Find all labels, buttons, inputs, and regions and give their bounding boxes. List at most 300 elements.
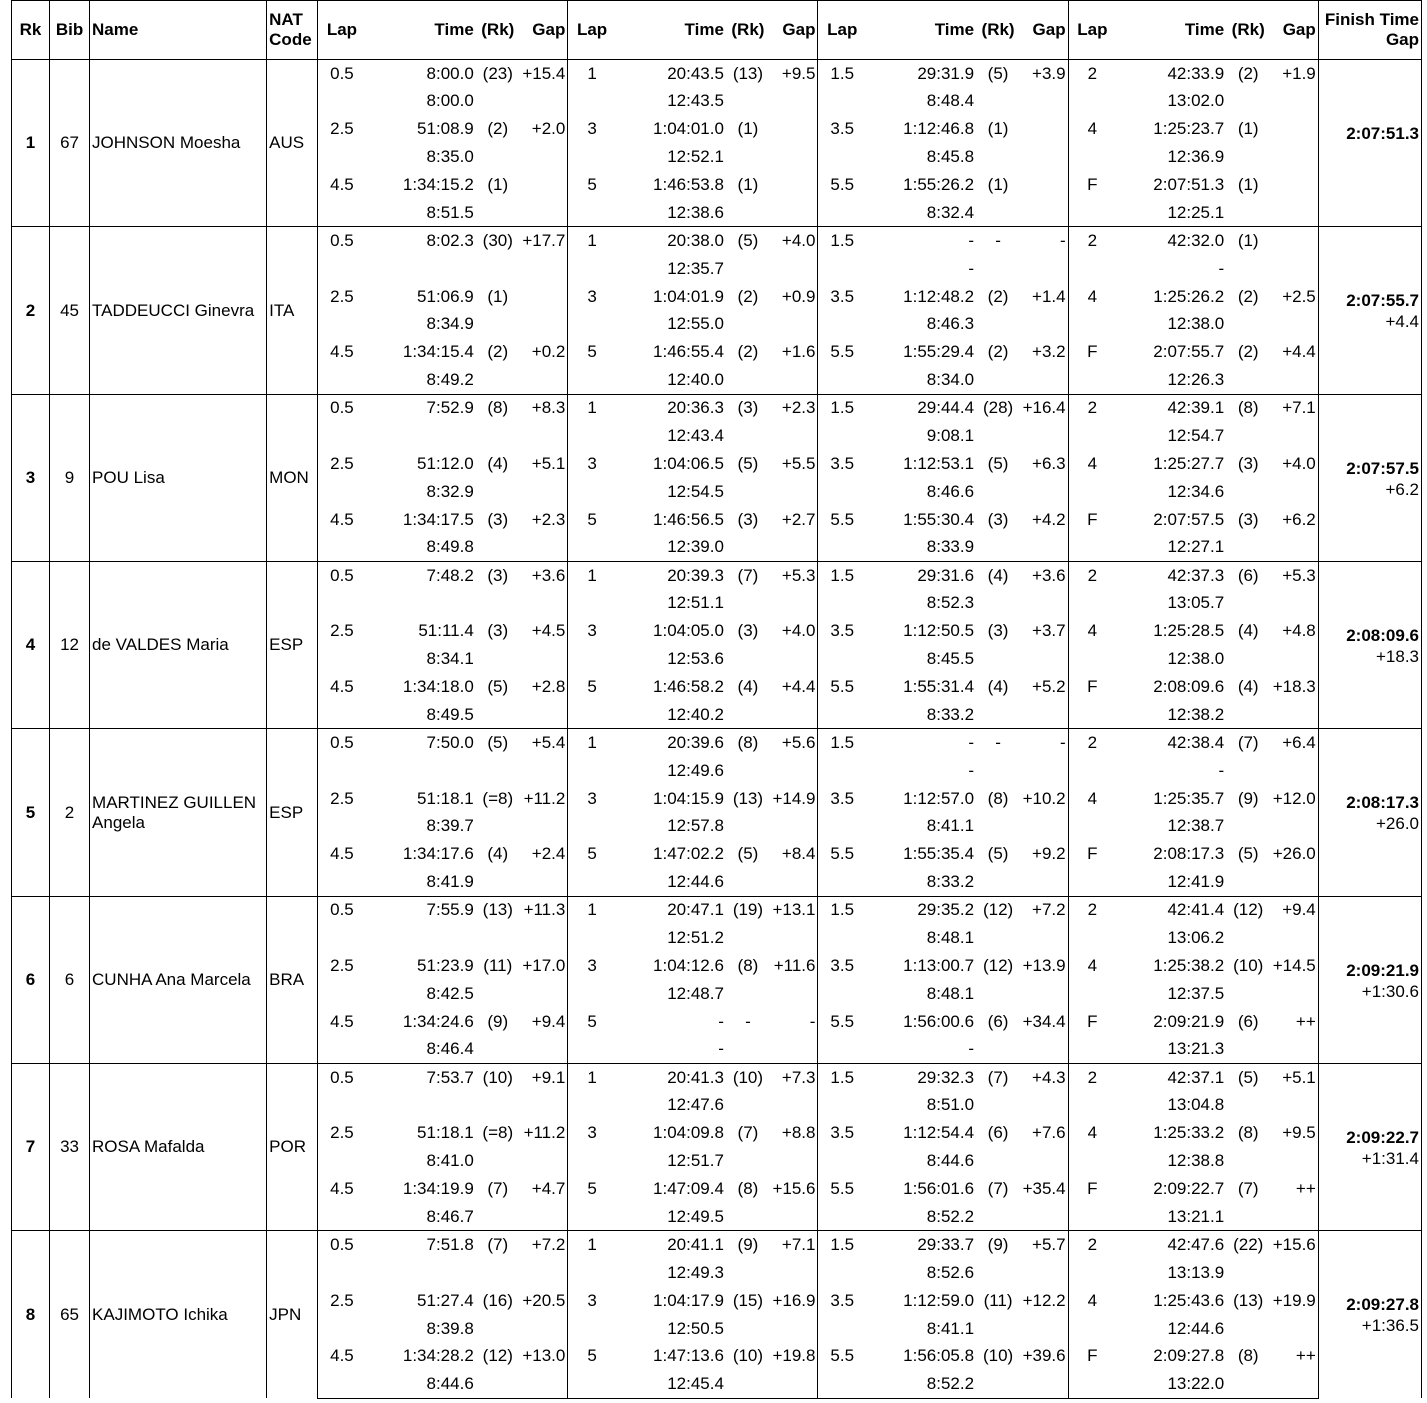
lap-time: 8:32.4 xyxy=(926,202,975,222)
split-gap-empty xyxy=(520,1036,568,1064)
split-rank-empty xyxy=(1226,1370,1270,1398)
split-rank-empty xyxy=(1226,868,1270,896)
split-lap-empty xyxy=(1068,1036,1116,1064)
split-gap-empty xyxy=(1020,366,1068,394)
rank-cell: 1 xyxy=(12,60,50,227)
split-lap-empty xyxy=(568,701,616,729)
split-gap xyxy=(1270,227,1318,255)
split-lap: 5.5 xyxy=(818,840,866,868)
split-lap: 5 xyxy=(568,1008,616,1036)
split-lap-empty xyxy=(318,311,366,339)
lap-time: 8:34.9 xyxy=(426,314,474,334)
lap-time: 13:06.2 xyxy=(1167,928,1225,948)
split-time: 51:23.9 xyxy=(417,955,474,975)
rank-cell: 7 xyxy=(12,1064,50,1231)
split-lap: 4.5 xyxy=(318,1008,366,1036)
split-gap: +4.5 xyxy=(531,621,566,641)
split-lap-empty xyxy=(1068,199,1116,227)
split-rank-empty xyxy=(976,980,1020,1008)
header-gap: Gap xyxy=(1270,1,1318,60)
split-lap: 0.5 xyxy=(318,896,366,924)
split-rank: (2) xyxy=(1237,342,1259,362)
lap-time: 12:48.7 xyxy=(667,983,724,1003)
split-rank: (3) xyxy=(487,509,509,529)
split-rank-empty xyxy=(1226,87,1270,115)
split-lap: 1.5 xyxy=(818,562,866,590)
split-time: 2:09:21.9 xyxy=(1153,1011,1225,1031)
split-rank: (19) xyxy=(726,896,770,924)
split-gap-empty xyxy=(770,87,818,115)
split-rank-empty xyxy=(976,813,1020,841)
split-gap xyxy=(1270,115,1318,143)
lap-time xyxy=(366,924,476,952)
split-gap: +2.0 xyxy=(531,119,566,139)
split-rank-empty xyxy=(726,1259,770,1287)
split-lap: 2 xyxy=(1068,1064,1116,1092)
split-time: 1:56:00.6 xyxy=(903,1011,975,1031)
split-lap: 3.5 xyxy=(818,283,866,311)
lap-time: 8:45.8 xyxy=(926,147,975,167)
split-rank: (2) xyxy=(1226,60,1270,88)
split-rank: (8) xyxy=(1237,1123,1259,1143)
split-rank-empty xyxy=(726,757,770,785)
split-time: 1:13:00.7 xyxy=(903,955,975,975)
split-lap-empty xyxy=(568,980,616,1008)
split-gap: +3.9 xyxy=(1020,60,1068,88)
split-gap-empty xyxy=(770,868,818,896)
split-lap: 4 xyxy=(1068,1119,1116,1147)
split-rank: (7) xyxy=(737,1123,759,1143)
split-rank: (3) xyxy=(987,621,1009,641)
split-rank: (2) xyxy=(987,342,1009,362)
finish-time: 2:07:51.3 xyxy=(1346,124,1419,143)
split-gap-empty xyxy=(1020,980,1068,1008)
split-lap: 5.5 xyxy=(818,338,866,366)
split-time: 1:55:30.4 xyxy=(903,509,975,529)
split-rank: (5) xyxy=(726,227,770,255)
split-gap: +34.4 xyxy=(1022,1011,1066,1031)
split-gap-empty xyxy=(1270,422,1318,450)
athlete-name: CUNHA Ana Marcela xyxy=(90,896,267,1063)
split-gap: +6.2 xyxy=(1282,509,1316,529)
split-gap-empty xyxy=(520,1203,568,1231)
split-rank-empty xyxy=(976,422,1020,450)
split-gap-empty xyxy=(1020,255,1068,283)
split-gap-empty xyxy=(1270,813,1318,841)
split-gap: +1.4 xyxy=(1032,286,1066,306)
split-rank: (3) xyxy=(987,509,1009,529)
lap-time: 12:43.4 xyxy=(667,426,724,446)
split-gap: +19.9 xyxy=(1272,1290,1316,1310)
lap-time: 8:44.6 xyxy=(366,1370,476,1398)
split-rank-empty xyxy=(726,199,770,227)
split-gap: +7.2 xyxy=(520,1231,568,1259)
split-rank: (2) xyxy=(987,286,1009,306)
split-rank-empty xyxy=(476,813,520,841)
split-lap-empty xyxy=(818,478,866,506)
split-gap-empty xyxy=(1020,868,1068,896)
split-lap: 3 xyxy=(568,1119,616,1147)
split-time: 1:46:56.5 xyxy=(653,509,724,529)
lap-time: 8:41.9 xyxy=(426,872,474,892)
split-lap-empty xyxy=(318,255,366,283)
split-lap: 4.5 xyxy=(318,338,366,366)
split-lap: 2 xyxy=(1068,394,1116,422)
split-lap: 2 xyxy=(1068,896,1116,924)
lap-time: 13:02.0 xyxy=(1167,91,1225,111)
split-time: 20:38.0 xyxy=(616,227,726,255)
split-rank: (8) xyxy=(737,955,759,975)
split-lap: 2.5 xyxy=(318,952,366,980)
split-rank: (11) xyxy=(483,955,513,975)
split-time: 1:34:15.4 xyxy=(402,342,474,362)
split-lap-empty xyxy=(318,1036,366,1064)
lap-time xyxy=(366,757,476,785)
bib-cell: 2 xyxy=(50,729,90,896)
split-lap: 5 xyxy=(568,338,616,366)
split-time: 42:37.3 xyxy=(1116,562,1226,590)
split-time: 2:09:27.8 xyxy=(1153,1346,1225,1366)
nat-code: JPN xyxy=(267,1231,318,1398)
split-lap: 4 xyxy=(1068,952,1116,980)
split-lap: 3 xyxy=(568,617,616,645)
split-lap-empty xyxy=(568,422,616,450)
split-gap-empty xyxy=(520,1259,568,1287)
split-rank: (5) xyxy=(987,844,1009,864)
split-gap: +6.3 xyxy=(1032,453,1066,473)
split-gap-empty xyxy=(520,143,568,171)
split-lap-empty xyxy=(568,1370,616,1398)
lap-time: 8:33.2 xyxy=(926,872,975,892)
split-time: 42:33.9 xyxy=(1116,60,1226,88)
split-gap-empty xyxy=(1020,1370,1068,1398)
split-rank-empty xyxy=(976,366,1020,394)
split-time: 1:56:01.6 xyxy=(903,1179,975,1199)
split-gap-empty xyxy=(1270,366,1318,394)
split-lap-empty xyxy=(1068,255,1116,283)
split-rank: - xyxy=(976,729,1020,757)
split-gap: +3.7 xyxy=(1032,621,1066,641)
split-rank-empty xyxy=(1226,813,1270,841)
header-time: Time xyxy=(366,1,476,60)
split-gap: +20.5 xyxy=(522,1290,566,1310)
split-lap: 4 xyxy=(1068,283,1116,311)
split-rank: (2) xyxy=(737,342,759,362)
split-lap: 1.5 xyxy=(818,1231,866,1259)
nat-code: POR xyxy=(267,1064,318,1231)
split-lap-empty xyxy=(318,143,366,171)
finish-gap: +26.0 xyxy=(1375,814,1419,834)
split-rank: (5) xyxy=(976,60,1020,88)
split-gap: +5.4 xyxy=(520,729,568,757)
split-lap: 4.5 xyxy=(318,673,366,701)
split-gap: +8.4 xyxy=(781,844,816,864)
split-gap: +4.2 xyxy=(1032,509,1066,529)
split-lap: F xyxy=(1068,171,1116,199)
split-rank: (3) xyxy=(476,562,520,590)
split-rank-empty xyxy=(476,366,520,394)
split-gap: +7.1 xyxy=(1270,394,1318,422)
split-gap: +2.3 xyxy=(531,509,566,529)
split-lap: 3.5 xyxy=(818,1119,866,1147)
split-rank-empty xyxy=(976,1259,1020,1287)
split-rank-empty xyxy=(476,1036,520,1064)
split-time: 1:04:01.0 xyxy=(653,119,724,139)
lap-time: 8:46.4 xyxy=(426,1039,474,1059)
split-lap: 4 xyxy=(1068,450,1116,478)
split-rank: (6) xyxy=(987,1011,1009,1031)
split-time: 1:04:15.9 xyxy=(653,788,724,808)
split-lap: 5 xyxy=(568,171,616,199)
split-lap: 2 xyxy=(1068,227,1116,255)
header-finish-line2: Gap xyxy=(1385,30,1419,49)
lap-time: 12:38.2 xyxy=(1167,704,1225,724)
lap-time: 12:38.7 xyxy=(1167,816,1225,836)
split-rank-empty xyxy=(726,813,770,841)
lap-time: - xyxy=(718,1039,724,1059)
header-lap: Lap xyxy=(818,1,866,60)
split-lap-empty xyxy=(1068,1370,1116,1398)
bib-cell: 45 xyxy=(50,227,90,394)
split-gap-empty xyxy=(520,1091,568,1119)
split-gap: +26.0 xyxy=(1272,844,1316,864)
nat-code: ESP xyxy=(267,729,318,896)
split-lap-empty xyxy=(818,868,866,896)
split-lap: 1.5 xyxy=(818,1064,866,1092)
split-rank-empty xyxy=(476,422,520,450)
split-time: 51:18.1 xyxy=(417,788,474,808)
split-lap: 5 xyxy=(568,1342,616,1370)
split-rank: (1) xyxy=(487,286,509,306)
lap-time xyxy=(366,422,476,450)
split-rank-empty xyxy=(1226,1036,1270,1064)
split-gap: +7.2 xyxy=(1020,896,1068,924)
split-time: 1:12:46.8 xyxy=(903,119,975,139)
split-lap: 5 xyxy=(568,506,616,534)
split-gap-empty xyxy=(1270,311,1318,339)
header-gap: Gap xyxy=(520,1,568,60)
split-gap-empty xyxy=(1270,1091,1318,1119)
split-rank-empty xyxy=(1226,199,1270,227)
finish-cell xyxy=(1318,562,1421,729)
split-gap-empty xyxy=(1270,645,1318,673)
finish-time: 2:07:55.7 xyxy=(1346,291,1419,311)
split-gap: +9.5 xyxy=(770,60,818,88)
split-rank-empty xyxy=(1226,143,1270,171)
split-rank-empty xyxy=(1226,980,1270,1008)
lap-time: 8:52.2 xyxy=(866,1370,976,1398)
split-rank: (1) xyxy=(987,119,1009,139)
split-lap: 2.5 xyxy=(318,450,366,478)
split-gap-empty xyxy=(770,366,818,394)
lap-time: 13:21.1 xyxy=(1167,1206,1225,1226)
split-gap-empty xyxy=(1020,1091,1068,1119)
split-gap: +4.3 xyxy=(1020,1064,1068,1092)
split-gap: +7.1 xyxy=(770,1231,818,1259)
split-gap-empty xyxy=(1020,1147,1068,1175)
split-rank-empty xyxy=(1226,701,1270,729)
split-rank: (10) xyxy=(726,1064,770,1092)
split-gap-empty xyxy=(1270,868,1318,896)
split-time: 51:27.4 xyxy=(417,1290,474,1310)
finish-time: 2:08:09.6 xyxy=(1346,626,1419,646)
split-gap-empty xyxy=(1270,1147,1318,1175)
split-gap-empty xyxy=(1270,1370,1318,1398)
split-lap-empty xyxy=(1068,980,1116,1008)
split-lap-empty xyxy=(1068,366,1116,394)
athlete-name: ROSA Mafalda xyxy=(90,1064,267,1231)
split-time: 7:51.8 xyxy=(366,1231,476,1259)
split-rank: (9) xyxy=(726,1231,770,1259)
lap-time: 12:38.0 xyxy=(1167,314,1225,334)
split-gap: +4.8 xyxy=(1282,621,1316,641)
finish-time: 2:09:21.9 xyxy=(1346,960,1419,980)
lap-time: 8:44.6 xyxy=(926,1151,975,1171)
split-rank: (13) xyxy=(732,788,764,808)
split-time: 20:39.3 xyxy=(616,562,726,590)
lap-time: 12:52.1 xyxy=(667,147,724,167)
header-rk: Rk xyxy=(12,1,50,60)
split-lap-empty xyxy=(318,534,366,562)
lap-time: - xyxy=(968,1039,975,1059)
split-gap-empty xyxy=(520,1147,568,1175)
split-lap-empty xyxy=(818,645,866,673)
lap-time: 12:43.5 xyxy=(667,91,724,111)
rank-cell: 2 xyxy=(12,227,50,394)
split-time: 1:04:12.6 xyxy=(653,955,724,975)
lap-time xyxy=(366,589,476,617)
split-time: 1:34:18.0 xyxy=(402,677,474,697)
split-time: 2:08:09.6 xyxy=(1153,677,1225,697)
split-gap-empty xyxy=(770,311,818,339)
split-gap: +5.2 xyxy=(1032,677,1066,697)
split-lap-empty xyxy=(818,1203,866,1231)
split-rank: (7) xyxy=(1237,1179,1259,1199)
split-rank-empty xyxy=(476,1315,520,1343)
split-gap-empty xyxy=(770,422,818,450)
split-lap-empty xyxy=(818,701,866,729)
split-rank: (9) xyxy=(976,1231,1020,1259)
split-gap: +5.3 xyxy=(1270,562,1318,590)
split-lap: 3.5 xyxy=(818,1287,866,1315)
split-lap: 2 xyxy=(1068,60,1116,88)
finish-time: 2:09:22.7 xyxy=(1346,1128,1419,1148)
bib-cell: 33 xyxy=(50,1064,90,1231)
finish-gap: +1:36.5 xyxy=(1361,1316,1419,1336)
split-lap: 1 xyxy=(568,562,616,590)
split-rank-empty xyxy=(976,924,1020,952)
split-gap: +13.1 xyxy=(770,896,818,924)
split-time: 7:50.0 xyxy=(366,729,476,757)
split-gap-empty xyxy=(1270,980,1318,1008)
split-gap-empty xyxy=(520,366,568,394)
split-rank: (5) xyxy=(1226,1064,1270,1092)
split-gap: +19.8 xyxy=(772,1346,816,1366)
split-gap xyxy=(1270,171,1318,199)
lap-time: 8:48.1 xyxy=(926,983,975,1003)
split-rank: (10) xyxy=(982,1346,1014,1366)
split-gap: +14.5 xyxy=(1272,955,1316,975)
lap-time: 8:34.1 xyxy=(426,649,474,669)
split-lap-empty xyxy=(818,366,866,394)
lap-time xyxy=(366,1259,476,1287)
lap-time: 12:37.5 xyxy=(1167,983,1225,1003)
split-gap: +3.6 xyxy=(520,562,568,590)
split-lap-empty xyxy=(568,534,616,562)
split-lap: 5.5 xyxy=(818,673,866,701)
split-lap: 3 xyxy=(568,450,616,478)
finish-gap: +1:30.6 xyxy=(1361,981,1419,1001)
split-time: - xyxy=(718,1011,724,1031)
split-lap: 3 xyxy=(568,115,616,143)
rank-cell: 8 xyxy=(12,1231,50,1398)
rank-cell: 4 xyxy=(12,562,50,729)
split-time: 1:47:09.4 xyxy=(653,1179,724,1199)
split-rank: (7) xyxy=(987,1179,1009,1199)
split-gap-empty xyxy=(1270,924,1318,952)
split-gap: +14.9 xyxy=(772,788,816,808)
split-rank-empty xyxy=(476,924,520,952)
split-gap: +6.4 xyxy=(1270,729,1318,757)
split-lap: 3.5 xyxy=(818,785,866,813)
split-rank: (4) xyxy=(1237,621,1259,641)
split-rank-empty xyxy=(726,478,770,506)
bib-cell: 12 xyxy=(50,562,90,729)
split-lap: 5.5 xyxy=(818,171,866,199)
lap-time: 12:40.0 xyxy=(667,369,724,389)
lap-time: 8:41.1 xyxy=(926,816,975,836)
lap-time: 8:33.2 xyxy=(926,704,975,724)
lap-time: 8:41.1 xyxy=(926,1318,975,1338)
split-gap-empty xyxy=(770,589,818,617)
split-gap: +2.4 xyxy=(531,844,566,864)
split-lap-empty xyxy=(1068,589,1116,617)
split-rank: (2) xyxy=(487,342,509,362)
split-gap: +16.4 xyxy=(1020,394,1068,422)
split-rank: (7) xyxy=(487,1179,509,1199)
lap-time: 8:48.4 xyxy=(926,91,975,111)
athlete-row xyxy=(12,896,1422,924)
header-lap: Lap xyxy=(1068,1,1116,60)
split-lap-empty xyxy=(1068,87,1116,115)
lap-time: 8:39.8 xyxy=(426,1318,474,1338)
split-rank: (1) xyxy=(1226,227,1270,255)
split-rank: (13) xyxy=(726,60,770,88)
split-gap-empty xyxy=(770,1315,818,1343)
split-gap-empty xyxy=(520,813,568,841)
split-time: 20:41.1 xyxy=(616,1231,726,1259)
split-lap-empty xyxy=(318,1147,366,1175)
split-lap: 1 xyxy=(568,729,616,757)
split-lap-empty xyxy=(1068,1091,1116,1119)
split-time: 8:02.3 xyxy=(366,227,476,255)
athlete-row xyxy=(12,729,1422,757)
split-rank: (30) xyxy=(476,227,520,255)
split-rank-empty xyxy=(726,422,770,450)
split-lap: 0.5 xyxy=(318,60,366,88)
split-lap: 4.5 xyxy=(318,506,366,534)
split-gap-empty xyxy=(520,311,568,339)
split-lap-empty xyxy=(818,199,866,227)
split-lap-empty xyxy=(1068,1147,1116,1175)
split-gap-empty xyxy=(1020,757,1068,785)
split-gap: +4.4 xyxy=(781,677,816,697)
header-time: Time xyxy=(866,1,976,60)
split-rank-empty xyxy=(476,199,520,227)
finish-cell xyxy=(1318,1064,1421,1231)
split-time: 1:25:26.2 xyxy=(1153,286,1225,306)
split-rank-empty xyxy=(476,757,520,785)
